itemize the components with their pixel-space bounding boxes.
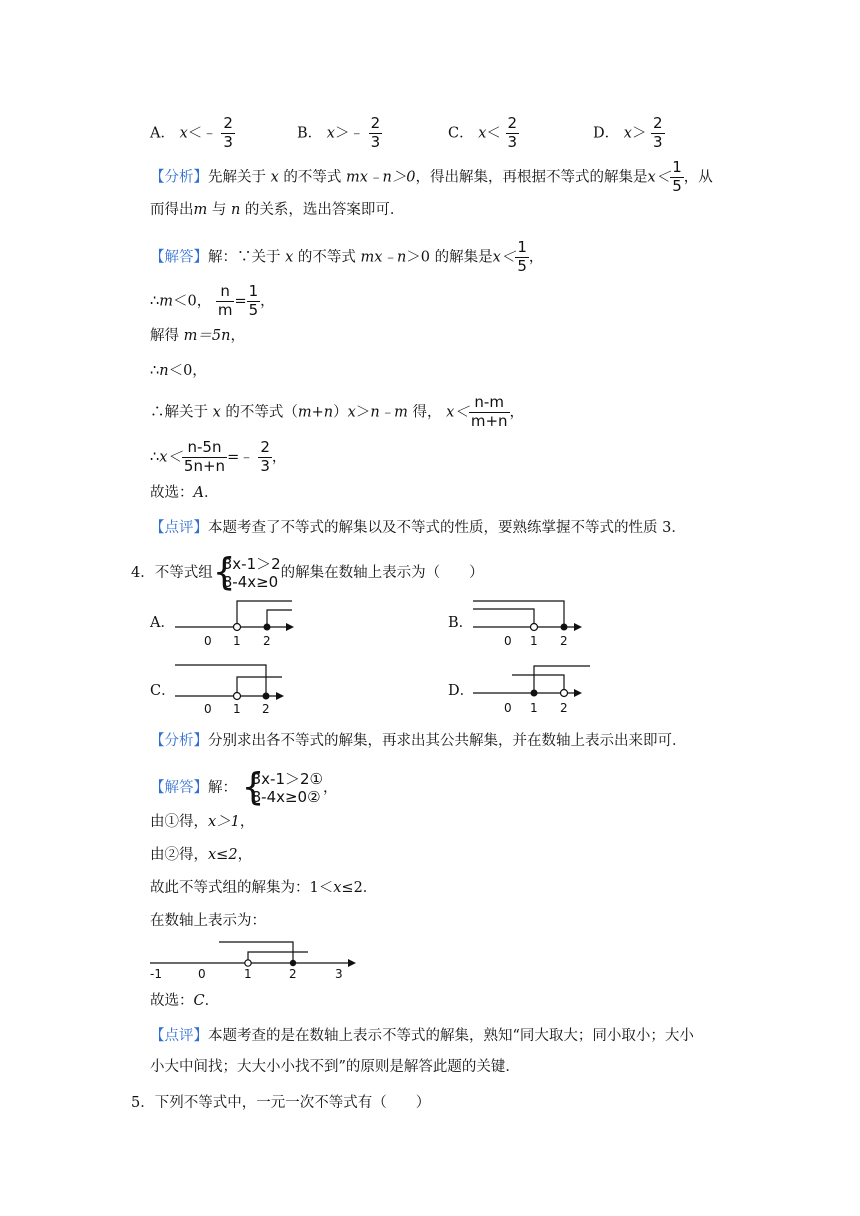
solution-tag: 【解答】 xyxy=(150,780,208,796)
fraction: $\frac{n-5n}{5n+n}$ xyxy=(183,438,226,475)
question-number: 5． xyxy=(131,1095,155,1111)
option-letter: C． xyxy=(448,125,474,142)
fraction: $\frac{n-m}{m+n}$ xyxy=(470,393,508,430)
arrow-icon xyxy=(574,689,582,697)
analysis-tag: 【分析】 xyxy=(150,169,208,186)
option-var: x xyxy=(623,125,632,142)
arrow-icon xyxy=(276,692,284,700)
option-relation: ＜ xyxy=(486,125,501,142)
option-relation: ＜ xyxy=(187,125,203,142)
q4-solution-line1: 【解答】解： { 3x-1＞2① 8-4x≥0② ， xyxy=(150,765,338,809)
inequality-system: { 3x-1＞2① 8-4x≥0② xyxy=(241,765,323,809)
q4-option-d-label[interactable]: D． xyxy=(448,683,475,699)
option-var: x xyxy=(478,125,487,142)
open-circle-icon xyxy=(561,690,568,697)
q3-option-d[interactable] xyxy=(593,116,665,151)
comment-tag: 【点评】 xyxy=(150,520,208,536)
analysis-tag: 【分析】 xyxy=(150,733,208,749)
q3-analysis-line2: 而得出m 与 n 的关系，选出答案即可． xyxy=(150,202,405,218)
svg-text:1: 1 xyxy=(233,634,241,648)
arrow-icon xyxy=(286,623,294,631)
q4-solution-number-line xyxy=(145,938,365,980)
q4-option-a-label[interactable]: A． xyxy=(150,615,175,631)
svg-text:-1: -1 xyxy=(150,967,162,980)
q4-step1: 由①得，x＞1， xyxy=(150,814,255,830)
fraction: $\frac{1}{5}$ xyxy=(517,238,527,275)
q5-stem: 5．下列不等式中，一元一次不等式有（ ） xyxy=(131,1095,431,1111)
arrow-icon xyxy=(574,623,582,631)
option-fraction: $\frac{2}{3}$ xyxy=(223,114,233,151)
filled-circle-icon xyxy=(263,693,270,700)
q3-answer: 故选：A． xyxy=(150,485,219,501)
option-letter: B． xyxy=(297,125,323,142)
filled-circle-icon xyxy=(531,690,538,697)
svg-text:1: 1 xyxy=(530,634,538,648)
q3-step4: ∴解关于 x 的不等式（m+n）x＞n﹣m 得， x＜ $\frac{n-m}{m+n}$ ， xyxy=(150,393,525,430)
option-letter: D． xyxy=(593,125,620,142)
option-relation: ＞ xyxy=(334,125,350,142)
arrow-icon xyxy=(348,959,356,967)
q3-solution-line1: 【解答】解：∵关于 x 的不等式 mx﹣n＞0 的解集是x＜ $\frac{1}{5}$ ， xyxy=(150,238,544,275)
svg-text:0: 0 xyxy=(504,634,512,648)
svg-text:1: 1 xyxy=(530,701,538,714)
q4-option-c-label[interactable]: C． xyxy=(150,683,176,699)
filled-circle-icon xyxy=(264,624,271,631)
q4-analysis: 【分析】分别求出各不等式的解集，再求出其公共解集，并在数轴上表示出来即可． xyxy=(150,733,687,749)
q3-step5: ∴x＜ $\frac{n-5n}{5n+n}$ =﹣ $\frac{2}{3}$ ， xyxy=(150,438,287,475)
fraction: $\frac{1}{5}$ xyxy=(672,158,682,195)
filled-circle-icon xyxy=(290,960,296,966)
open-circle-icon xyxy=(234,624,241,631)
q4-step3: 故此不等式组的解集为：1＜x≤2． xyxy=(150,880,378,896)
fraction: $\frac{n}{m}$ xyxy=(217,282,233,319)
svg-text:2: 2 xyxy=(560,634,568,648)
option-letter: A． xyxy=(150,125,175,142)
q3-option-b[interactable] xyxy=(297,116,382,151)
svg-text:2: 2 xyxy=(289,967,297,980)
filled-circle-icon xyxy=(561,624,568,631)
svg-text:1: 1 xyxy=(233,702,241,714)
svg-text:2: 2 xyxy=(560,701,568,714)
inequality-system: { 3x-1＞2 8-4x≥0 xyxy=(212,550,281,594)
svg-text:2: 2 xyxy=(263,634,271,648)
svg-text:2: 2 xyxy=(262,702,270,714)
svg-text:0: 0 xyxy=(204,634,212,648)
q3-step2: 解得 m＝5n， xyxy=(150,328,245,344)
svg-text:0: 0 xyxy=(204,702,212,714)
option-relation: ＞ xyxy=(631,125,647,142)
option-var: x xyxy=(179,125,188,142)
q4-option-c-number-line[interactable] xyxy=(170,662,300,714)
q4-option-b-number-line[interactable] xyxy=(468,598,598,648)
q4-step4: 在数轴上表示为： xyxy=(150,913,266,929)
option-fraction: $\frac{2}{3}$ xyxy=(507,114,518,151)
q3-step1: ∴m＜0， $\frac{n}{m}$ = $\frac{1}{5}$ ， xyxy=(150,282,275,319)
option-sign: ﹣ xyxy=(349,125,364,142)
fraction: $\frac{2}{3}$ xyxy=(260,438,270,475)
svg-text:1: 1 xyxy=(244,967,252,980)
q4-comment-line2: 小大中间找；大大小小找不到”的原则是解答此题的关键． xyxy=(150,1059,520,1075)
svg-text:3: 3 xyxy=(335,967,343,980)
svg-text:0: 0 xyxy=(504,701,512,714)
question-number: 4． xyxy=(131,565,155,581)
q3-analysis-line1: 【分析】先解关于 x 的不等式 mx﹣n＞0，得出解集，再根据不等式的解集是x＜ $\frac{1}{5}$ ，从 xyxy=(150,158,713,195)
q4-option-b-label[interactable]: B． xyxy=(448,615,474,631)
q3-option-a[interactable] xyxy=(150,116,235,151)
open-circle-icon xyxy=(234,693,241,700)
comment-tag: 【点评】 xyxy=(150,1028,208,1044)
option-fraction: $\frac{2}{3}$ xyxy=(653,114,663,151)
open-circle-icon xyxy=(245,960,251,966)
option-fraction: $\frac{2}{3}$ xyxy=(370,114,381,151)
open-circle-icon xyxy=(531,624,538,631)
q4-comment-line1: 【点评】本题考查的是在数轴上表示不等式的解集，熟知“同大取大；同小取小；大小 xyxy=(150,1028,694,1044)
q4-option-d-number-line[interactable] xyxy=(468,662,598,714)
q4-answer: 故选：C． xyxy=(150,993,220,1009)
q3-comment: 【点评】本题考查了不等式的解集以及不等式的性质，要熟练掌握不等式的性质 3． xyxy=(150,520,686,536)
q3-step3: ∴n＜0， xyxy=(150,363,207,379)
q4-option-a-number-line[interactable] xyxy=(170,598,300,648)
svg-text:0: 0 xyxy=(198,967,206,980)
option-sign: ﹣ xyxy=(202,125,217,142)
fraction: $\frac{1}{5}$ xyxy=(248,282,259,319)
solution-tag: 【解答】 xyxy=(150,249,208,266)
q4-step2: 由②得，x≤2， xyxy=(150,847,253,863)
q3-option-c[interactable] xyxy=(448,116,519,151)
option-var: x xyxy=(326,125,335,142)
q4-stem: 4．不等式组 { 3x-1＞2 8-4x≥0 的解集在数轴上表示为（ ） xyxy=(131,550,484,594)
